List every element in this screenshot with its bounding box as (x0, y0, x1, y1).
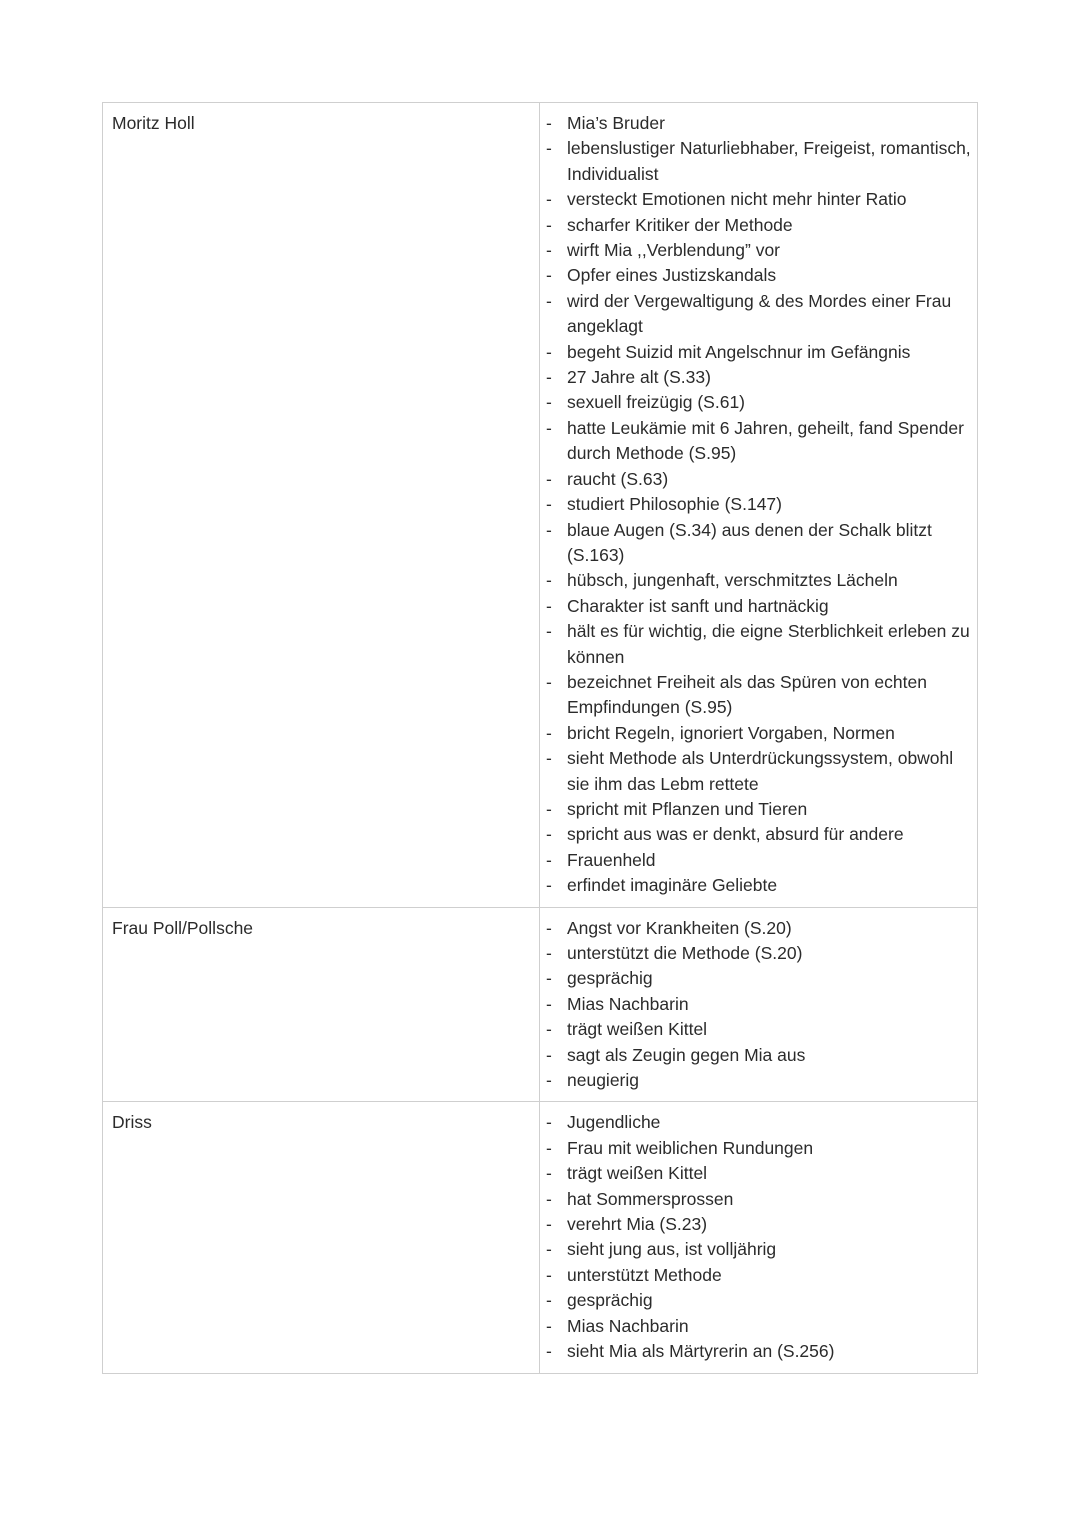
list-item: - versteckt Emotionen nicht mehr hinter Ratio (540, 187, 971, 212)
table-row (103, 103, 978, 908)
list-item: - Mias Nachbarin (540, 1314, 971, 1339)
list-item: - scharfer Kritiker der Methode (540, 213, 971, 238)
list-item: - Angst vor Krankheiten (S.20) (540, 916, 971, 941)
character-traits (540, 907, 978, 1102)
list-item: - hübsch, jungenhaft, verschmitztes Lächeln (540, 568, 971, 593)
character-name: Moritz Holl (103, 103, 540, 908)
list-item: - bricht Regeln, ignoriert Vorgaben, Normen (540, 721, 971, 746)
list-item: - wird der Vergewaltigung & des Mordes einer Frau angeklagt (540, 289, 971, 340)
list-item: - spricht mit Pflanzen und Tieren (540, 797, 971, 822)
list-item: - 27 Jahre alt (S.33) (540, 365, 971, 390)
list-item: - sagt als Zeugin gegen Mia aus (540, 1043, 971, 1068)
list-item: - hält es für wichtig, die eigne Sterblichkeit erleben zu können (540, 619, 971, 670)
list-item: - begeht Suizid mit Angelschnur im Gefängnis (540, 340, 971, 365)
table-row (103, 907, 978, 1102)
list-item: - unterstützt Methode (540, 1263, 971, 1288)
list-item: - Mias Nachbarin (540, 992, 971, 1017)
list-item: - Frau mit weiblichen Rundungen (540, 1136, 971, 1161)
character-traits (540, 103, 978, 908)
list-item: - bezeichnet Freiheit als das Spüren von echten Empfindungen (S.95) (540, 670, 971, 721)
list-item: - blaue Augen (S.34) aus denen der Schalk blitzt (S.163) (540, 518, 971, 569)
list-item: - Mia’s Bruder (540, 111, 971, 136)
list-item: - trägt weißen Kittel (540, 1161, 971, 1186)
table-row (103, 1102, 978, 1373)
character-name: Frau Poll/Pollsche (103, 907, 540, 1102)
list-item: - Charakter ist sanft und hartnäckig (540, 594, 971, 619)
list-item: - Frauenheld (540, 848, 971, 873)
list-item: - sexuell freizügig (S.61) (540, 390, 971, 415)
list-item: - Jugendliche (540, 1110, 971, 1135)
trait-list (540, 916, 971, 1094)
character-table (102, 102, 978, 1374)
list-item: - studiert Philosophie (S.147) (540, 492, 971, 517)
trait-list (540, 1110, 971, 1364)
list-item: - spricht aus was er denkt, absurd für andere (540, 822, 971, 847)
character-traits (540, 1102, 978, 1373)
list-item: - gesprächig (540, 966, 971, 991)
list-item: - raucht (S.63) (540, 467, 971, 492)
list-item: - sieht jung aus, ist volljährig (540, 1237, 971, 1262)
list-item: - erfindet imaginäre Geliebte (540, 873, 971, 898)
list-item: - trägt weißen Kittel (540, 1017, 971, 1042)
list-item: - verehrt Mia (S.23) (540, 1212, 971, 1237)
list-item: - sieht Mia als Märtyrerin an (S.256) (540, 1339, 971, 1364)
character-name: Driss (103, 1102, 540, 1373)
trait-list (540, 111, 971, 899)
list-item: - gesprächig (540, 1288, 971, 1313)
list-item: - lebenslustiger Naturliebhaber, Freigeist, romantisch, Individualist (540, 136, 971, 187)
list-item: - sieht Methode als Unterdrückungssystem, obwohl sie ihm das Lebm rettete (540, 746, 971, 797)
list-item: - hatte Leukämie mit 6 Jahren, geheilt, fand Spender durch Methode (S.95) (540, 416, 971, 467)
list-item: - hat Sommersprossen (540, 1187, 971, 1212)
list-item: - unterstützt die Methode (S.20) (540, 941, 971, 966)
list-item: - wirft Mia ,,Verblendung” vor (540, 238, 971, 263)
list-item: - Opfer eines Justizskandals (540, 263, 971, 288)
list-item: - neugierig (540, 1068, 971, 1093)
